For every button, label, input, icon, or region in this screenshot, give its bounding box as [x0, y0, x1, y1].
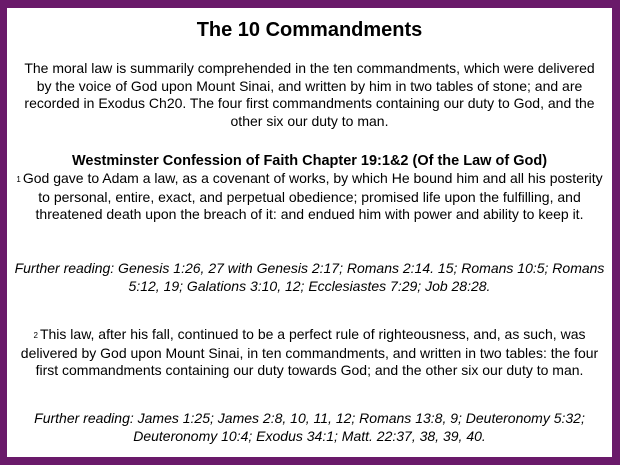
further-reading-1: Further reading: Genesis 1:26, 27 with Genesis 2:17; Romans 2:14. 15; Romans 10:5; Romans 5:12, 19; Galations 3:10, 12; Ecclesiastes 7:29; Job 28:28.: [14, 260, 605, 294]
intro-paragraph: The moral law is summarily comprehended in the ten commandments, which were delivered by the voice of God upon Mount Sinai, and written by him in two tables of stone; and are recorded in Exodus Ch20. The four first commandments containing our duty to God, and the other six our duty to man.: [24, 60, 595, 129]
page-title: The 10 Commandments: [196, 19, 423, 41]
paragraph-2-text: This law, after his fall, continued to be a perfect rule of righteousness, and, as such, was delivered by God upon Mount Sinai, in ten commandments, and written in two tables: the four first commandments containing our duty towards God; and the other six our duty to man.: [20, 326, 599, 378]
confession-heading: Westminster Confession of Faith Chapter 19:1&2 (Of the Law of God): [71, 153, 548, 169]
paragraph-2: [11, 326, 608, 380]
slide: [7, 8, 612, 457]
paragraph-1-text: God gave to Adam a law, as a covenant of works, by which He bound him and all his posterity to personal, entire, exact, and perpetual obedience; promised life upon the fulfilling, and threatened death upon the breach of it: and endued him with power and ability to keep it.: [22, 170, 603, 222]
further-reading-2: Further reading: James 1:25; James 2:8, 10, 11, 12; Romans 13:8, 9; Deuteronomy 5:32; Deuteronomy 10:4; Exodus 34:1; Matt. 22:37, 38, 39, 40.: [34, 410, 585, 444]
paragraph-2-number: 2: [33, 331, 38, 340]
paragraph-1-number: 1: [16, 175, 21, 184]
paragraph-1: [11, 170, 608, 224]
